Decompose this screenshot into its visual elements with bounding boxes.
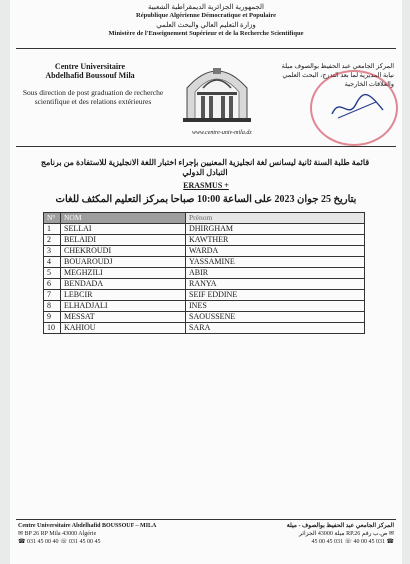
table-row [44,235,365,246]
col-header-prenom: Prénom [186,213,365,224]
mail-icon: ✉ [387,531,394,537]
exam-date-line: بتاريخ 25 جوان 2023 على الساعة 10:00 صباحا بمركز التعليم المكثف للغات [55,194,357,205]
row-number: 5 [44,268,61,279]
university-logo [177,58,257,128]
footer-right [287,522,394,546]
footer-phones-fr: ☎ 031 45 00 40 ☏ 031 45 00 45 [18,539,101,545]
institution-line-1: Centre Universitaire [54,62,126,71]
table-row [44,312,365,323]
row-nom: MEGHZILI [61,268,186,279]
row-prenom: KAWTHER [186,235,365,246]
row-prenom: ABIR [186,268,365,279]
subdirection-fr: Sous direction de post graduation de recherche scientifique et des relations extérieures [22,88,164,106]
institution-name-fr [20,62,160,80]
row-number: 6 [44,279,61,290]
row-nom: ELHADJALI [61,301,186,312]
table-row [44,279,365,290]
table-row [44,323,365,334]
row-nom: CHEKROUDI [61,246,186,257]
row-nom: BENDADA [61,279,186,290]
footer-left [18,522,156,546]
row-number: 7 [44,290,61,301]
row-nom: BOUAROUDJ [61,257,186,268]
row-prenom: WARDA [186,246,365,257]
row-nom: BELAIDI [61,235,186,246]
footer-institution-ar: المركز الجامعي عبد الحفيظ بوالصوف - ميلة [286,523,394,529]
institution-ar-line-1: المركز الجامعي عبد الحفيظ بوالصوف ميلة [281,63,394,70]
row-nom: SELLAI [61,224,186,235]
row-prenom: DHIRGHAM [186,224,365,235]
institution-line-2: Abdelhafid Boussouf Mila [45,71,135,80]
row-number: 4 [44,257,61,268]
institution-ar-line-2: نيابة المديرية لما بعد التدرج، البحث العلمي والعلاقات الخارجية [282,72,394,88]
header-french-ministry: Ministère de l'Enseignement Supérieur et de la Recherche Scientifique [108,30,304,37]
row-number: 3 [44,246,61,257]
footer-address-fr: ✉ BP 26 RP Mila 43000 Algérie [18,531,97,537]
logo-url: www.centre-univ-mila.dz [192,130,252,136]
phone-icon: ☎ [385,539,394,545]
row-nom: LEBCIR [61,290,186,301]
row-prenom: SAOUSSENE [186,312,365,323]
row-prenom: SEIF EDDINE [186,290,365,301]
signature [330,92,385,122]
table-header-row [44,213,365,224]
row-nom: MESSAT [61,312,186,323]
table-row [44,268,365,279]
row-number: 1 [44,224,61,235]
footer-address-ar: ✉ ص.ب رقم RP.26 ميلة 43000 الجزائر [299,531,394,537]
row-prenom: SARA [186,323,365,334]
header-arabic-ministry: وزارة التعليم العالي والبحث العلمي [156,21,256,29]
footer-phones-ar: ☎ 031 45 00 40 ☏ 031 45 00 45 [311,539,394,545]
header-arabic-republic: الجمهورية الجزائرية الديمقراطية الشعبية [148,3,264,11]
row-prenom: YASSAMINE [186,257,365,268]
header-french-republic: République Algérienne Démocratique et Populaire [136,12,276,19]
row-prenom: INES [186,301,365,312]
row-number: 10 [44,323,61,334]
table-row [44,301,365,312]
document-page [10,0,402,564]
body-divider [16,146,396,147]
document-title: قائمة طلبة السنة ثانية ليسانس لغة انجليزية المعنيين بإجراء اختبار اللغة الانجليزية للاستفادة من برنامج التبادل الدولي [40,158,370,177]
phone-icon: ☎ [18,539,27,545]
table-row [44,246,365,257]
col-header-nom: NOM [61,213,186,224]
row-number: 8 [44,301,61,312]
table-row [44,290,365,301]
mail-icon: ✉ [18,531,25,537]
footer-divider [16,519,396,520]
header-divider [16,48,396,49]
row-nom: KAHIOU [61,323,186,334]
row-number: 9 [44,312,61,323]
row-prenom: RANYA [186,279,365,290]
footer-institution-fr: Centre Universitaire Abdelhafid BOUSSOUF – MILA [18,523,157,529]
program-name: ERASMUS + [183,181,229,190]
table-row [44,257,365,268]
fax-icon: ☏ [343,539,353,545]
col-header-number: N° [44,213,61,224]
fax-icon: ☏ [59,539,69,545]
student-list-table [43,212,365,334]
row-number: 2 [44,235,61,246]
table-row [44,224,365,235]
